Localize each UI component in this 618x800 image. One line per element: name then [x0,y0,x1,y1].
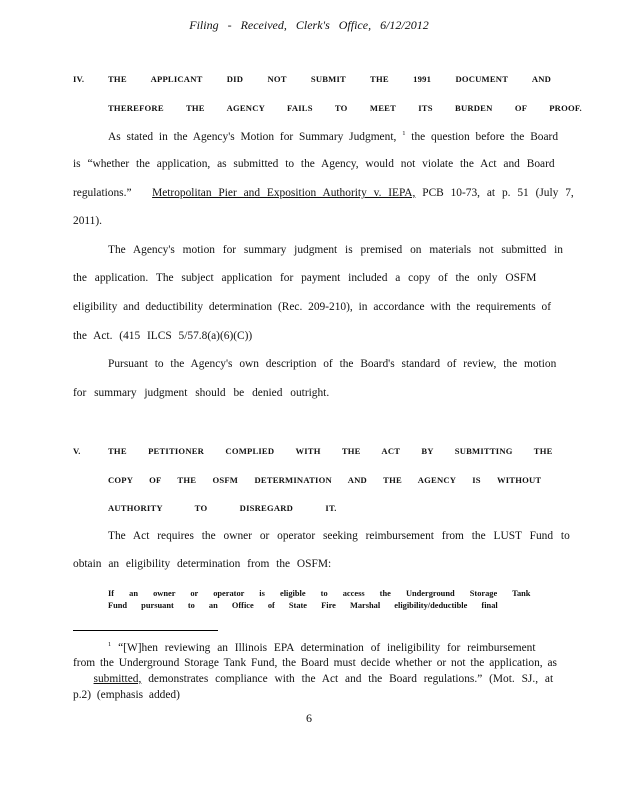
section-v-p1-line1: The Act requires the owner or operator seeking reimbursement from the LUST Fund to [108,530,570,542]
case-citation: Metropolitan Pier and Exposition Authority v. IEPA, [152,187,416,199]
footnote-line3 [73,673,553,685]
section-iv-heading-line1: THE APPLICANT DID NOT SUBMIT THE 1991 DOCUMENT AND [108,74,552,84]
footnote-ref: 1 [402,130,406,137]
footnote-marker: 1 [108,641,112,648]
footnote-separator [73,630,218,631]
section-iv-p1-line3 [73,187,574,199]
section-iv-p3-line2: for summary judgment should be denied outright. [73,387,330,399]
page-number: 6 [306,711,312,725]
section-iv-heading-line2: THEREFORE THE AGENCY FAILS TO MEET ITS BURDEN OF PROOF. [108,103,582,113]
quote-line2: Fund pursuant to an Office of State Fire Marshal eligibility/deductible final [108,601,498,610]
footnote-line1 [108,641,536,654]
section-iv-p2-line1: The Agency's motion for summary judgment is premised on materials not submitted in [108,244,563,256]
footnote-line1-text: “[W]hen reviewing an Illinois EPA determination of ineligibility for reimbursement [118,641,536,654]
footnote-line3-text: demonstrates compliance with the Act and the Board regulations.” (Mot. SJ., at [148,673,554,685]
footnote-emphasis: submitted, [93,673,142,685]
filing-header: Filing - Received, Clerk's Office, 6/12/2012 [189,18,429,32]
section-v-heading-line2: COPY OF THE OSFM DETERMINATION AND THE AGENCY IS WITHOUT [108,475,542,485]
footnote-line2: from the Underground Storage Tank Fund, the Board must decide whether or not the application, as [73,657,557,669]
section-iv-p2-line2: the application. The subject application for payment included a copy of the only OSFM [73,272,537,284]
p1-line3-text-b: PCB 10-73, at p. 51 (July 7, [422,187,574,199]
section-iv-p1-line4: 2011). [73,215,102,227]
footnote-line4: p.2) (emphasis added) [73,689,180,701]
section-v-number: V. [73,446,81,456]
p1-line1-text-b: the question before the Board [411,130,559,143]
p1-line1-text-a: As stated in the Agency's Motion for Summary Judgment, [108,130,397,143]
section-v-heading-line1: THE PETITIONER COMPLIED WITH THE ACT BY SUBMITTING THE [108,446,553,456]
quote-line1: If an owner or operator is eligible to access the Underground Storage Tank [108,589,531,598]
section-iv-number: IV. [73,74,85,84]
section-iv-p2-line4: the Act. (415 ILCS 5/57.8(a)(6)(C)) [73,330,253,342]
section-v-heading-line3: AUTHORITY TO DISREGARD IT. [108,503,337,513]
section-iv-p1-line2: is “whether the application, as submitted to the Agency, would not violate the Act and Board [73,158,555,170]
section-iv-p3-line1: Pursuant to the Agency's own description of the Board's standard of review, the motion [108,358,557,370]
p1-line3-text-a: regulations.” [73,187,132,199]
section-iv-p2-line3: eligibility and deductibility determination (Rec. 209-210), in accordance with the requirements of [73,301,552,313]
section-v-p1-line2: obtain an eligibility determination from the OSFM: [73,558,332,570]
section-iv-p1-line1 [108,130,558,143]
